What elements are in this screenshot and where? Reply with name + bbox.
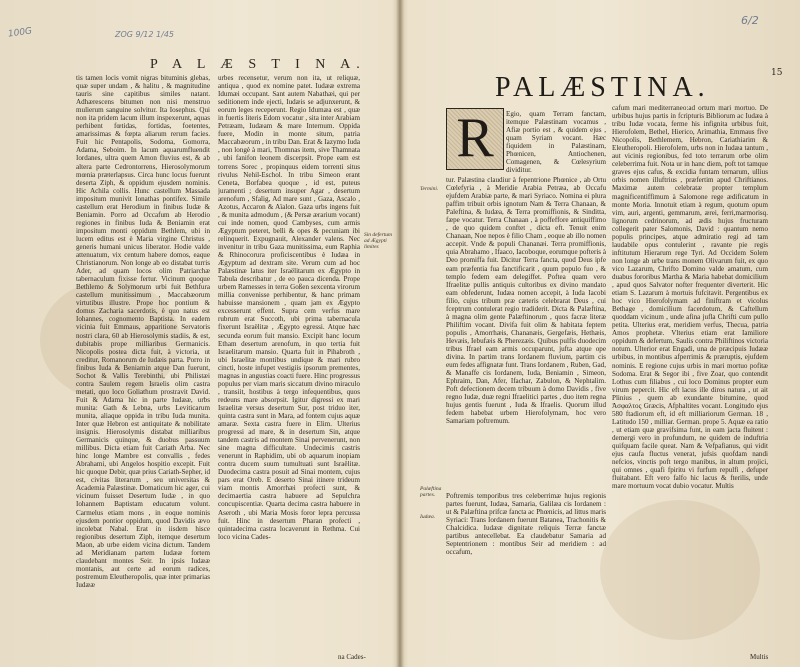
left-running-head: P A L Æ S T I N A.	[150, 57, 366, 72]
right-column-1-text: tur. Palæstina claudiur à fepentrione Phœnice , ab Ortu Cœlefyria , à Meridie Arabia Petræa, ab Occafu ejufdem Arabiæ parte, & mari Syriaco. Nomina ei plura paffim tribuit orbis ignotum Nam & Terra Chanaan, & Paleftina, & Iudæa, & Terra promiffionis, & Sinditta, fæpe vocatur. Terra Chanaan , à poffeffore antiquiffimo , de quo quidem conftet , dicta eft. Tenuit enim Chanaan, Noe nepos è filio Cham , eoque ab illo nomen accepit. Vnde & populi Chananæi. Terra promiffionis, quia Abrahamo , Ifaaco, Iacoboque, eorumque pofteris à Deo promiffa fuit. Dicitur Terra fancta, quod Deus ipfe eam præfentia fua fanctificarit , quum populo fuo , & templo fedem eam delegiffet. Poftea quam vero Ifraelitæ pullis antiquis cultoribus ex divino mandato eam obfederunt, Iudæa nomen accepit, à Iuda Iacobi filio, cujus tribum præ cæteris celebrarat Deus , cui fceptrum contulerat regio tradiderit. Dicta & Palæftina, à magna olim gente Palæftinorum , quos facræ literæ Philiftim vocant. Divifa fuit olim & habitata feptem populis , Amorrhæis, Chananæis, Gergefæis, Hethæis, Hevæis, Iebufæis & Pherezæis. Quibus pulfis duodecim tribus Ifrael eam armis occuparunt, jufta atque ope divina. In partim trans Iordanem fluvium, partim cis eum fedes affignatæ funt. Trans Iordanem , Ruben, Gad, & Manaffe cis Iordanem, Iuda, Beniamin , Simeon, Ephraim, Dan, Afer, Ifachar, Zabulon, & Nephtalim. Poft defectionem decem tribuum à domo Davidis , five regno Iudæ, duæ regni Ifraelitici partes , duo item regna hujus gentis fuerunt , Iuda & Ifraelis. Quorum illud fedem habebat urbem Hierofolymam, hoc vero Samariam poftremum.	[446, 176, 606, 426]
left-marginal-note: Sin defertum ad Ægypti limites	[364, 232, 392, 250]
marginal-iudaea: Iudæa.	[420, 514, 436, 520]
dropcap-letter: R	[456, 107, 494, 169]
left-column-1	[76, 74, 210, 650]
right-intro-text: Egio, quam Terram fanctam, itemque Palæstinam vocamus , Afiæ portio est , & quidem ejus , quam Syriam vocant. Hæc fiquidem in Palæstinam, Phœnicen, Antiochenen, Comagenen, & Cœlesyrium dividitur.	[506, 110, 606, 175]
left-column-2-text: urbes recensetur, verum non ita, ut reliquæ, antiqua , quod ex nomine patet. Iudææ extrema Idumæi occupant. Sant autem Nabathæi, qui per seditionem inde ejecti, Iudæis se adjunxerunt, & eorum leges receperunt. Regio Idumæa est , quæ in fuertis literis Edom vocatur , sita inter Arabiam Petræam, Iudæam & mare Internum. Oppida fuere, Modin in monte situm, patria Maccabæorum , in tribu Dan. Erat & Iazymo Iuda , non longè à mari, Thomnas item, sive Thamnata , ubi fanifon leonem discerpsit. Prope eam est torrens Sorec , propinquus eidem torrenti situs rivulus Nehil-Eschol. In tribu Simeon erant Ceneta, Borfabea quoque , id est, puteus juramenti ; desertum insuper Agar , desertum arenofum , Sfalig, Ad mare sunt , Gaza, Ascalo , Azotus, Accaron & Aïalon. Gaza urbs ingens fuit , & munita admodum , (& Persæ ærarium vocant) cui inde nomen, quod Cambyses, cum armis Ægyptum peteret, belli & opes & pecuniam ibi relinquerit. Expugnauit, Alexander valens. Nec invenitur in tribu Gaza munitissima, eum Raphia & Rhinocorura proficiscentibus è Iudæa in Ægyptum ad dextram site. Verum cum ad hoc Palæstinæ latus iter Israëlitarum ex Ægypto in Tabula describatur , de eo pauca dicenda. Prope urbem Ramesses in terra Goßen sexcenta virorum millia convenisse perhibentur, & hanc primam habuisse mansionem , quam jam ex Ægypto excesserunt effent. Supra cem verfus mare rubrum erat Succoth, ubi prima tabernacula fixerunt Israëlitæ , Ægypto egressi. Atque hæc secunda eorum fuit mansio. Excipit hanc locum Etham desertum arenofum, in quo tertia fuit Israelitarum mansio. Quarta fuit in Pihabroth , ubi Israelitæ montibus undique & mari rubro cincti, hoste infupet vestigiis ipsorum prementes, magnas in angustias coacti fuere. Hinc progressus populus per viam maris siccatum divino miraculo , transiit, hostibus à tergo infequentibus, quos redeuns mare absorpsit. Igitur digressi ex mari Israelitæ versus desertum Sur, post triduo iter, quinta castra sunt in Mara, ad fontem cujus aquæ amaræ. Sexta castra fuere in Elim. Ulterius progressi ad mare, & in desertum Sin, atque tandem castris ad montem Sinai pervenerunt, non sine magna difficultate. Undecimis castris venerunt in Raphidim, ubi ob aquarum inopiam contra ducem suum tumultuati sunt Israëlitæ. Duodecima castra posuit ad Sinai montem, cujus pars erat Oreb. E deserto Sinai itinere trideum viam montis Amorrhæi profecti sunt, & decimaertia castra habuere ad Sepulchra concupiscentiæ. Quarta decima castra habuere in Aseroth , ubi Maria Mosis foror lepra percussa fuit. Hinc in desertum Pharan profecti , quintadecima castra locaverunt in Rethma. Cui loco vicina Cades-	[218, 74, 360, 541]
right-intro	[506, 110, 606, 182]
page-title: PALÆSTINA.	[495, 72, 710, 103]
page-number: 15	[771, 68, 783, 78]
dropcap-ornament	[446, 108, 504, 170]
right-column-1-tail-text: Poftremis temporibus tres celeberrimæ hujus regionis partes fuerunt, Iudæa, Samaria, Galilæa cis Iordanem : ut & Palæftina prifcæ fancta ac Phœnicis, ad littus maris Syriaci: Trans Iordanem fuerunt Batanea, Trachonitis & Chalcidica. Iudææ dignitate reliquis Terræ fanctæ partibus antecellebat. Ea claudebatur Samaria ad Septentrionem : montibus Seir ad meridiem : ad occafum,	[446, 492, 606, 557]
right-column-1-tail	[446, 492, 606, 662]
left-page	[0, 0, 399, 667]
pencil-note: 100G	[7, 26, 33, 40]
left-column-2	[218, 74, 360, 642]
right-column-2-text: cafum mari mediterraneo:ad ortum mari mortuo. De urbibus hujus partis in fcripturis Bibliorum ac Iudæa à tribu Iudæ vocata, ferme his infignita urbibus fuit, Hierofolem, Bethel, Hierico, Arimathia, Emmaus five Nicopolis, Bethlemem, Hebron, Cariathiarim & Eleutheropoli. Hierofolem, urbs non in Iudæa tantum , aut vicinis regionibus, fed toto terrarum orbe olim celeberrima fuit. Nota ur in hanc diem, poft tot tamque graves ejus cafus, & excidia funtam ternarum, ullius orbis nomen illuftrius , præfertim apud Chriftianos. Maximæ autem celebratæ propter templum magnificentiffimum à Salomone rege ædificatum in monte Moria. Innotuit etiam à regum, quotum opum vim, auri, argenti, gemmarum, ærei, ferri,marmorisq. lignorum cedrinorum, ad ædis hujus fructuram collegerit pater Salomonis, David : quantum nemo populis principes, atque admiratio regi ad tam laudabile opus contulerint , ravante pie regis inftitutum Hierarum rege Tyri. Ad Occidem Solem non longe ab urbe trans monem Olivarum fuit, ex quo vico Lazarum, Chrifto Domino valde amatum, cum duabus fororibus Martha & Maria habebat domicilium , apud quos Salvator nofter frequenter diverterit. Hic etiam S. Lazarum à mortuis fufcitavit. Pergentibus ex hoc vico Hierofolymam ad finiftram et vicolus Bethage , domicilium facerdotum, & Caftellum quoddam vicinum , unde afina jufla Chrifti cum pullo petita. Ulterius erat, meridiem verfus, Thecua, patria Amos prophetæ. Vlterius etiam erat Iamiliore oppidum & defertum, Saulis contra Philiftinos victoria notum. Ulterior erat Engadi, una de præcipuis Iudææ urbibus, in montibus afperrimis & præruptis, ejufdem nominis. E regione cujus urbis in mari mortuo pofitæ Sodoma. Erat & Segor ibi , five Zoar, quo contendit Lothus cum filiabus , cui loco Dominus propter eum virum pepercit. Hic eft lacus ille diros natura , ut ait Plinius , quem ab exundante bitumine, quod Ἀσφαλτος Græcis, Afphaltites vocant. Longitudo ejus 580 ftadiorum eft, id eft milliariorum German. 18 , Latitudo 150 , milliar. German. prope 5. Aquæ ea ratio , ut etiam quæ gravifsima funt, in eam jacta fluitent : demergi vero in profundum, ne quidem de induftria quifquam facile queat. Nam & Vefpafianus, qui vidit ejus caufa fluctus venerat, jufsis quofdam nandi nefcios, vinctis poft tergo manibus, in altum projici, qui omnes , quafi fpiritu vi furfum repulfi , defuper fluitabant. Eft vero falfo hic lacus & fterilis, unde mare mortuum vocat dubio vocatur. Multis	[612, 104, 768, 491]
marginal-termini: Termini.	[420, 186, 439, 192]
marginal-palaestinae-partes: Palæftina partes.	[420, 486, 442, 498]
right-catchword: Multis	[750, 653, 769, 661]
left-column-1-text: tis tamen locis vomit nigras bituminis glebas, quæ super undam , & halitu , & magnitudine tauris sine capitibus similes natant. Adhærescens bitumen non nisi menstruo mulierum sanguine solvitur. Ita Iosephus. Qui non ita pridem lacum illum inspexerunt, aquas perhibent fœtidas, fortidas, foetentes, amarissimas & fœpta aliarum rerum facies. Fuit hic Pentapolis, Sodoma, Gomorra, Adama, Seboim. In lacum aquarumfluendit Iordanes, ultra quem Amon fluvius est, & ab altera parte Cedrontorrens, Hierosolymorum mœnia præterlapsus. Circa hunc locus fuerunt deserta Ziph, & oppidum ejusdem nominis. Hic Achila collis. Hunc castellum Massada impositum munivit Ionathas pontifex. Simile castellum erat Herodium in finibus Iudæ & Beniamin. Porro ad Occafum ab Herodio regiones in finibus Iuda & Beniamin erat impositum monti oppidum Bethlem, ubi in lucem editus est è Maria virgine Christus , generis humani unicus liberator. Hodie valde attenuatum, vix centum habere domos, eaque Christianorum. Non longe ab eo distabat turris Ader, ad quam locos olim Patriarchæ tabernaculum fixisse fertur. Vicinum quoque Bethlemo & Solymorum urbi fuit Bethfura castellum munitissimum , Maccabæorum virtutibus illustre. Prope hoc pontium & domus Zacharia sacerdotis, è quo natus est Iohannes, cognomento Baptista. In eadem vicinia fuit Emmaus, apparitione Servatoris nostri clara, 60 ab Hierosolymis stadiis, & est, dubitabis prope milliaribus Germanicis. Nicopolis postea dicta fuit, à victoria, ut creditur, Romanorum de Iudæis parta. Porro in finibus Iuda & Beniamin atque Dan fuerunt, Sochot & Vallis Terebinthi, ubi Philistæi contra Saulem regem Israelis olim castra metati, quo loco Goliathum prostravit David. Fuit & Adama hic in parte Iudææ, urbs munita: Gath & Lebna, urbs Leviticarum munita, aliaque oppida in tribu Iuda munita. Inter quæ Hebron est antiquitate & nobilitate insignis. Hierosolymis distabat milliaribus Germanicis quinque, & duobus passuum millibus. Dicta etiam fuit Cariath Arba. Nec hinc longe Mambre est convallis , fedes Abrahami, ubi Angelos hospitio excepit. Fuit hic quoque Debir, quæ prius Cariath-Sepher, id est, civitas literarum , seu universitas & Academia Palæstinæ. Domaticum hic ager, cui vicinum fuisset Desertum Iudæ , in quo Iohannem Baptistam educatum volunt. Carmelus etiam mons , in eoque nominis ejusdem pontior oppidum, quod Davidis ævo incolebat Nabal. Erat in iisdem hisce regionibus desertum Ziph, itemque desertum Maon, ab urbe eidem vicina dictum. Tandem ad Meridianam partem Iudææ fortem claudebant montes Seir. In ipsis Iudææ montanis, aut certe ad eorum radices, postremum Eleutheropolis, quæ inter primarias Iudææ	[76, 74, 210, 589]
pencil-note: 6/2	[741, 14, 759, 27]
right-column-1	[446, 176, 606, 490]
left-catchword: na Cades-	[338, 653, 366, 661]
right-column-2	[612, 104, 768, 652]
pencil-note: ZOG 9/12 1/45	[115, 30, 174, 39]
